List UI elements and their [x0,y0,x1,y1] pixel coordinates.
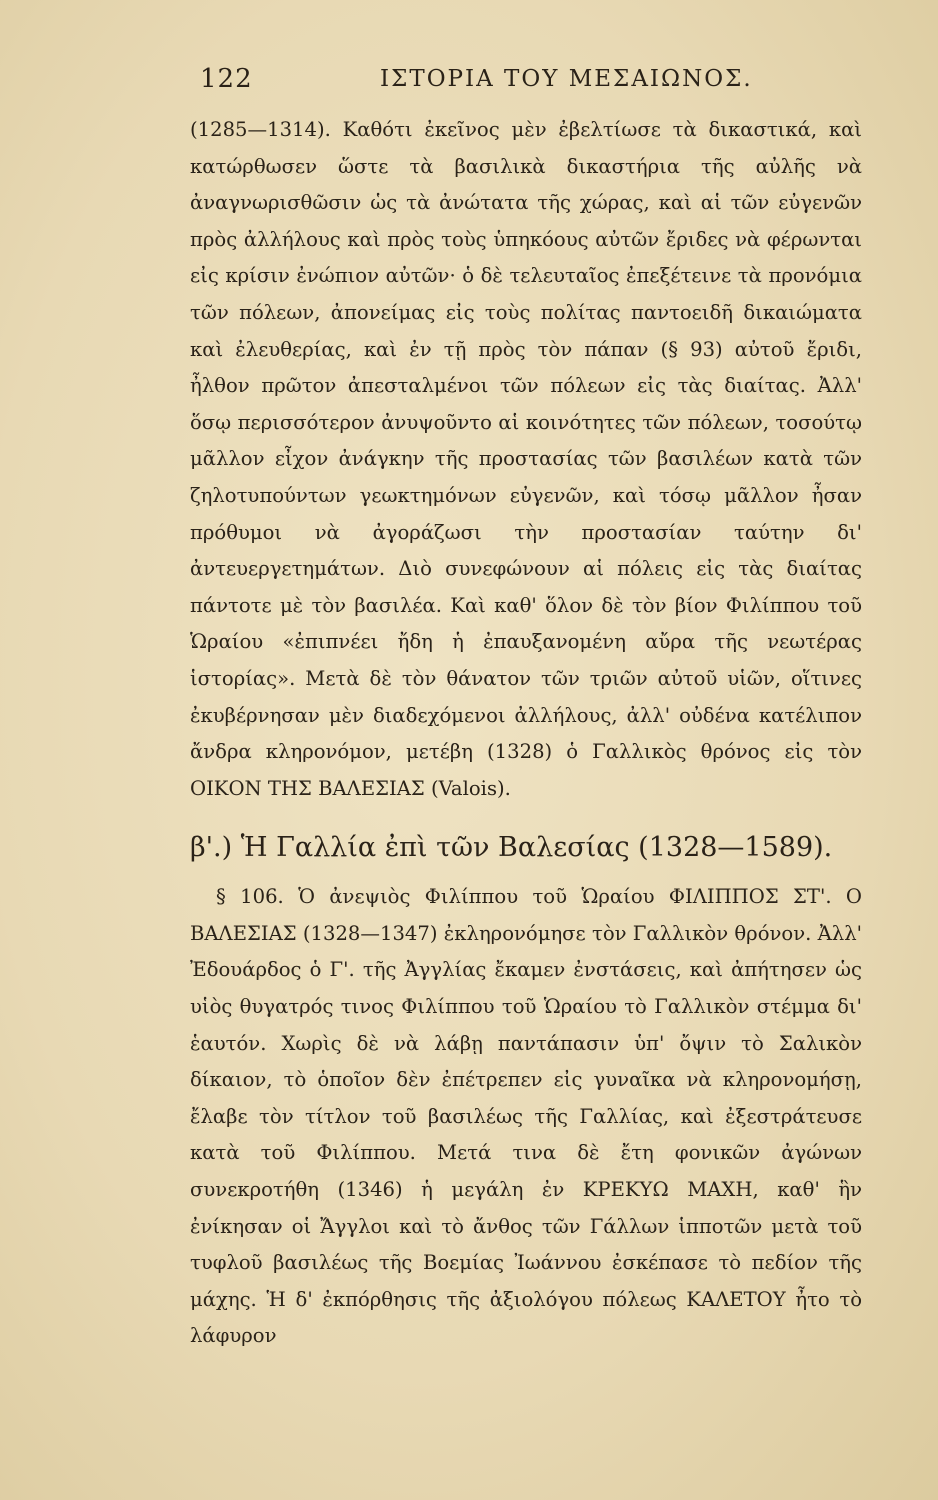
running-head: ΙΣΤΟΡΙΑ ΤΟΥ ΜΕΣΑΙΩΝΟΣ. [380,66,753,92]
paragraph-section-106: § 106. Ὁ ἀνεψιὸς Φιλίππου τοῦ Ὡραίου ΦΙΛΙΠΠΟΣ ΣΤ'. Ο ΒΑΛΕΣΙΑΣ (1328—1347) ἐκληρονόμησε τὸν Γαλλικὸν θρόνον. Ἀλλ' Ἐδουάρδος ὁ Γ'. τῆς Ἀγγλίας ἔκαμεν ἐνστάσεις, καὶ ἀπήτησεν ὡς υἱὸς θυγατρός τινος Φιλίππου τοῦ Ὡραίου τὸ Γαλλικὸν στέμμα δι' ἑαυτόν. Χωρὶς δὲ νὰ λάβῃ παντάπασιν ὑπ' ὄψιν τὸ Σαλικὸν δίκαιον, τὸ ὁποῖον δὲν ἐπέτρεπεν εἰς γυναῖκα νὰ κληρονομήσῃ, ἔλαβε τὸν τίτλον τοῦ βασιλέως τῆς Γαλλίας, καὶ ἐξεστράτευσε κατὰ τοῦ Φιλίππου. Μετά τινα δὲ ἔτη φονικῶν ἀγώνων συνεκροτήθη (1346) ἡ μεγάλη ἐν ΚΡΕΚΥΩ ΜΑΧΗ, καθ' ἣν ἐνίκησαν οἱ Ἄγγλοι καὶ τὸ ἄνθος τῶν Γάλλων ἱπποτῶν μετὰ τοῦ τυφλοῦ βασιλέως τῆς Βοεμίας Ἰωάννου ἐσκέπασε τὸ πεδίον τῆς μάχης. Ἡ δ' ἐκπόρθησις τῆς ἀξιολόγου πόλεως ΚΑΛΕΤΟΥ ἦτο τὸ λάφυρον [190,885,862,1348]
page-number: 122 [200,64,253,94]
page-header [200,64,900,104]
paragraph-continued: (1285—1314). Καθότι ἐκεῖνος μὲν ἐβελτίωσε τὰ δικαστικά, καὶ κατώρθωσεν ὥστε τὰ βασιλικὰ δικαστήρια τῆς αὐλῆς νὰ ἀναγνωρισθῶσιν ὡς τὰ ἀνώτατα τῆς χώρας, καὶ αἱ τῶν εὐγενῶν πρὸς ἀλλήλους καὶ πρὸς τοὺς ὑπηκόους αὐτῶν ἔριδες νὰ φέρωνται εἰς κρίσιν ἐνώπιον αὐτῶν· ὁ δὲ τελευταῖος ἐπεξέτεινε τὰ προνόμια τῶν πόλεων, ἀπονείμας εἰς τοὺς πολίτας παντοειδῆ δικαιώματα καὶ ἐλευθερίας, καὶ ἐν τῇ πρὸς τὸν πάπαν (§ 93) αὐτοῦ ἔριδι, ἦλθον πρῶτον ἀπεσταλμένοι τῶν πόλεων εἰς τὰς διαίτας. Ἀλλ' ὅσῳ περισσότερον ἀνυψοῦντο αἱ κοινότητες τῶν πόλεων, τοσούτῳ μᾶλλον εἶχον ἀνάγκην τῆς προστασίας τῶν βασιλέων κατὰ τῶν ζηλοτυπούντων γεωκτημόνων εὐγενῶν, καὶ τόσῳ μᾶλλον ἦσαν πρόθυμοι νὰ ἀγοράζωσι τὴν προστασίαν ταύτην δι' ἀντευεργετημάτων. Διὸ συνεφώνουν αἱ πόλεις εἰς τὰς διαίτας πάντοτε μὲ τὸν βασιλέα. Καὶ καθ' ὅλον δὲ τὸν βίον Φιλίππου τοῦ Ὡραίου «ἐπιπνέει ἤδη ἡ ἐπαυξανομένη αὔρα τῆς νεωτέρας ἱστορίας». Μετὰ δὲ τὸν θάνατον τῶν τριῶν αὐτοῦ υἱῶν, οἵτινες ἐκυβέρνησαν μὲν διαδεχόμενοι ἀλλήλους, ἀλλ' οὐδένα κατέλιπον ἄνδρα κληρονόμον, μετέβη (1328) ὁ Γαλλικὸς θρόνος εἰς τὸν ΟΙΚΟΝ ΤΗΣ ΒΑΛΕΣΙΑΣ (Valois). [190,118,862,800]
page-body [190,112,862,1355]
section-heading: β'.) Ἡ Γαλλία ἐπὶ τῶν Βαλεσίας (1328—1589). [190,832,833,864]
